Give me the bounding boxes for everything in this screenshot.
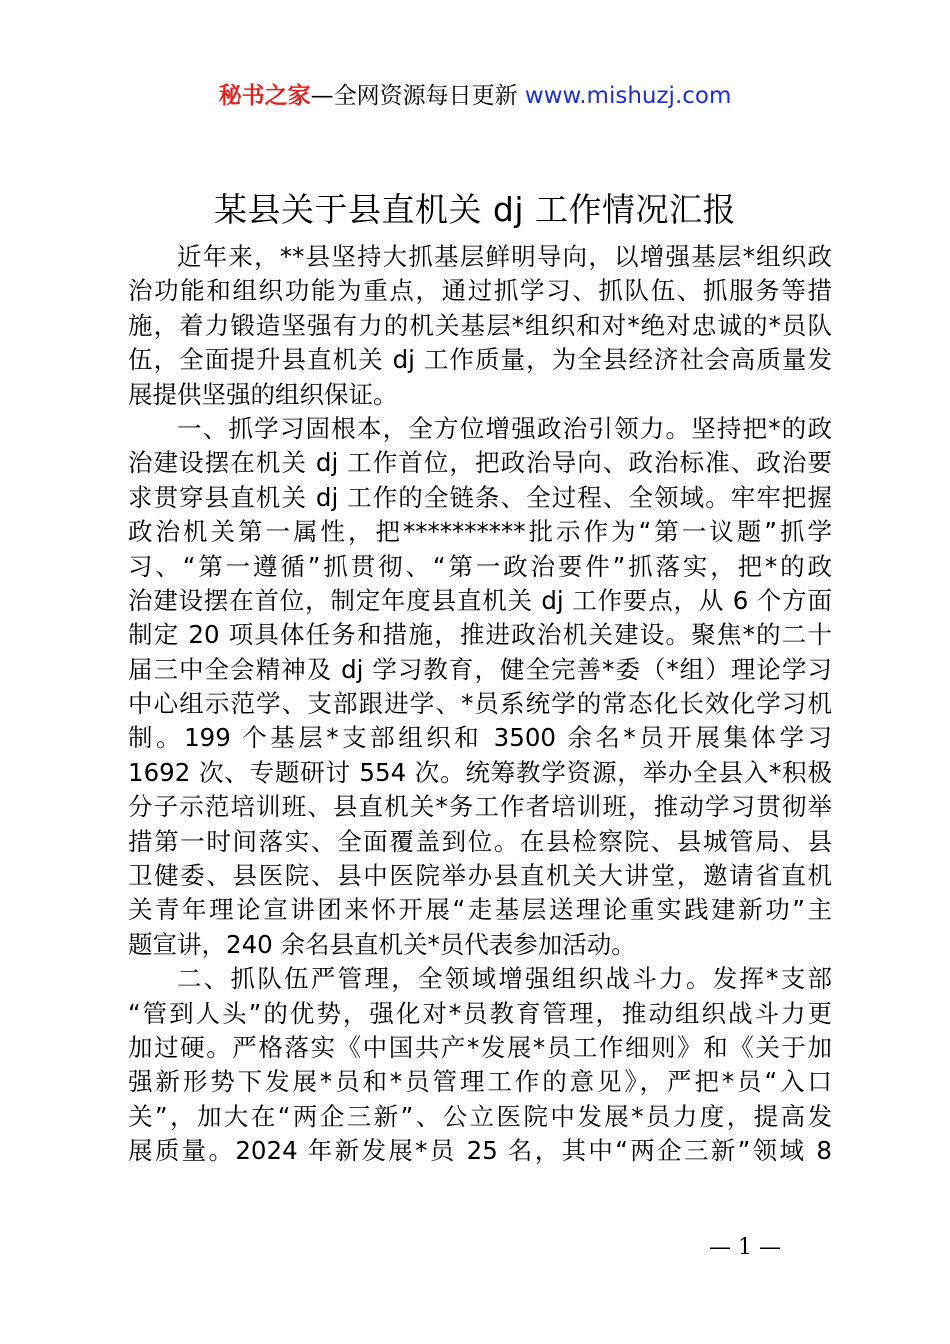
text-line: 求贯穿县直机关 dj 工作的全链条、全过程、全领域。牢牢把握 [128, 482, 832, 512]
site-url-link[interactable]: www.mishuzj.com [524, 83, 732, 109]
text-line: 措第一时间落实、全面覆盖到位。在县检察院、县城管局、县 [128, 826, 832, 856]
text-line: 二、抓队伍严管理，全领域增强组织战斗力。发挥*支部 [177, 964, 832, 994]
text-line: 施，着力锻造坚强有力的机关基层*组织和对*绝对忠诚的*员队 [128, 310, 832, 340]
text-line: 强新形势下发展*员和*员管理工作的意见》，严把*员“入口 [128, 1067, 832, 1097]
text-line: 一、抓学习固根本，全方位增强政治引领力。坚持把*的政 [177, 413, 832, 443]
site-tagline: —全网资源每日更新 [310, 83, 525, 109]
text-line: 关”，加大在“两企三新”、公立医院中发展*员力度，提高发 [128, 1101, 832, 1131]
text-line: 政治机关第一属性，把**********批示作为“第一议题”抓学 [128, 517, 832, 547]
text-line: “管到人头”的优势，强化对*员教育管理，推动组织战斗力更 [128, 998, 832, 1028]
page-number: — 1 — [709, 1235, 781, 1260]
text-line: 近年来，**县坚持大抓基层鲜明导向，以增强基层*组织政 [177, 242, 832, 271]
text-line: 展提供坚强的组织保证。 [128, 379, 398, 409]
text-line: 题宣讲，240 余名县直机关*员代表参加活动。 [128, 929, 636, 959]
text-line: 1692 次、专题研讨 554 次。统筹教学资源，举办全县入*积极 [128, 757, 832, 787]
site-header [0, 80, 950, 112]
document-title: 某县关于县直机关 dj 工作情况汇报 [213, 190, 737, 229]
text-line: 制。199 个基层*支部组织和 3500 余名*员开展集体学习 [128, 723, 832, 753]
text-line: 治建设摆在首位，制定年度县直机关 dj 工作要点，从 6 个方面 [128, 585, 832, 615]
text-line: 加过硬。严格落实《中国共产*发展*员工作细则》和《关于加 [128, 1032, 832, 1062]
text-line: 卫健委、县医院、县中医院举办县直机关大讲堂，邀请省直机 [128, 861, 832, 891]
text-line: 习、“第一遵循”抓贯彻、“第一政治要件”抓落实，把*的政 [128, 551, 832, 581]
text-line: 分子示范培训班、县直机关*务工作者培训班，推动学习贯彻举 [128, 792, 832, 822]
text-line: 制定 20 项具体任务和措施，推进政治机关建设。聚焦*的二十 [128, 620, 832, 650]
text-line: 关青年理论宣讲团来怀开展“走基层送理论重实践建新功”主 [128, 895, 832, 925]
text-line: 治建设摆在机关 dj 工作首位，把政治导向、政治标准、政治要 [128, 448, 832, 478]
site-brand: 秘书之家 [218, 83, 311, 109]
text-line: 届三中全会精神及 dj 学习教育，健全完善*委（*组）理论学习 [128, 654, 832, 684]
text-line: 伍，全面提升县直机关 dj 工作质量，为全县经济社会高质量发 [128, 345, 832, 375]
text-line: 展质量。2024 年新发展*员 25 名，其中“两企三新”领域 8 [128, 1136, 832, 1166]
text-line: 中心组示范学、支部跟进学、*员系统学的常态化长效化学习机 [128, 689, 832, 719]
text-line: 治功能和组织功能为重点，通过抓学习、抓队伍、抓服务等措 [128, 276, 832, 306]
document-body [128, 240, 832, 1169]
